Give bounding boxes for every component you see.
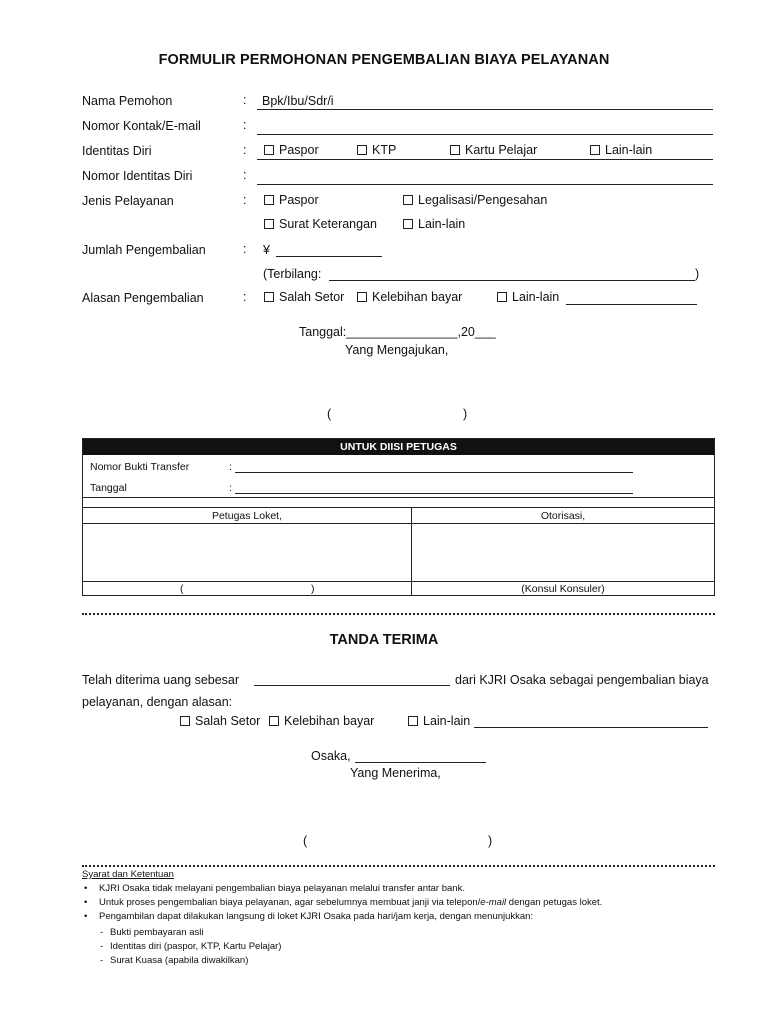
colon: : — [243, 93, 247, 107]
option-label: Salah Setor — [195, 714, 261, 728]
cut-line — [82, 613, 715, 615]
terms-heading: Syarat dan Ketentuan — [82, 869, 174, 880]
petugas-tanggal-label: Tanggal — [90, 482, 127, 494]
dash: - — [100, 927, 104, 938]
checkbox-icon — [264, 195, 274, 205]
checkbox-icon — [269, 716, 279, 726]
divider — [83, 497, 714, 498]
terms-item-3: Pengambilan dapat dilakukan langsung di loket KJRI Osaka pada hari/jam kerja, dengan menunjukkan: — [99, 911, 534, 922]
receipt-title: TANDA TERIMA — [329, 632, 439, 648]
identitas-ktp-checkbox[interactable] — [357, 143, 396, 157]
divider — [83, 507, 714, 508]
loket-sign-close-paren: ) — [311, 583, 315, 595]
osaka-date-field[interactable] — [355, 762, 486, 763]
receipt-lain-field[interactable] — [474, 727, 708, 728]
checkbox-icon — [357, 292, 367, 302]
form-title: FORMULIR PERMOHONAN PENGEMBALIAN BIAYA PELAYANAN — [158, 52, 610, 68]
nama-label: Nama Pemohon — [82, 94, 173, 108]
identitas-label: Identitas Diri — [82, 144, 152, 158]
terbilang-field[interactable] — [329, 280, 695, 281]
alasan-lain-checkbox[interactable] — [497, 290, 559, 304]
alasan-label: Alasan Pengembalian — [82, 291, 204, 305]
konsul-konsuler-label: (Konsul Konsuler) — [521, 583, 605, 595]
terms-separator — [82, 865, 715, 867]
colon: : — [243, 242, 247, 256]
bullet: • — [84, 897, 88, 908]
colon: : — [243, 143, 247, 157]
signature-open-paren: ( — [327, 407, 332, 421]
terms-item-2-text-end: dengan petugas loket. — [506, 897, 603, 908]
identitas-underline — [257, 159, 713, 160]
terms-item-2 — [99, 897, 602, 909]
option-label: Legalisasi/Pengesahan — [418, 193, 548, 207]
otorisasi-sign-area[interactable] — [412, 523, 714, 581]
terbilang-suffix: ) — [695, 267, 700, 281]
bullet: • — [84, 911, 88, 922]
receipt-sign-open-paren: ( — [303, 834, 308, 848]
nomor-identitas-field[interactable] — [257, 184, 713, 185]
identitas-paspor-checkbox[interactable] — [264, 143, 319, 157]
colon: : — [243, 193, 247, 207]
petugas-tanggal-field[interactable] — [235, 493, 633, 494]
identitas-kartu-pelajar-checkbox[interactable] — [450, 143, 537, 157]
terms-sub-1: Bukti pembayaran asli — [110, 927, 204, 938]
terms-item-1: KJRI Osaka tidak melayani pengembalian biaya pelayanan melalui transfer antar bank. — [99, 883, 465, 894]
dash: - — [100, 955, 104, 966]
option-label: Kartu Pelajar — [465, 143, 538, 157]
colon: : — [229, 482, 232, 494]
nomor-identitas-label: Nomor Identitas Diri — [82, 169, 193, 183]
checkbox-icon — [264, 219, 274, 229]
osaka-label: Osaka, — [311, 749, 351, 763]
receipt-kelebihan-checkbox[interactable] — [269, 714, 374, 728]
checkbox-icon — [264, 145, 274, 155]
receipt-text-end: dari KJRI Osaka sebagai pengembalian biaya — [455, 673, 709, 687]
checkbox-icon — [590, 145, 600, 155]
receipt-salah-setor-checkbox[interactable] — [180, 714, 260, 728]
checkbox-icon — [180, 716, 190, 726]
option-label: KTP — [372, 143, 397, 157]
checkbox-icon — [264, 292, 274, 302]
receipt-text-start: Telah diterima uang sebesar — [82, 673, 240, 687]
terms-sub-3: Surat Kuasa (apabila diwakilkan) — [110, 955, 249, 966]
option-label: Lain-lain — [418, 217, 466, 231]
nama-value[interactable]: Bpk/Ibu/Sdr/i — [262, 94, 334, 108]
receipt-lain-checkbox[interactable] — [408, 714, 470, 728]
dash: - — [100, 941, 104, 952]
checkbox-icon — [497, 292, 507, 302]
loket-sign-open-paren: ( — [180, 583, 184, 595]
jumlah-label: Jumlah Pengembalian — [82, 243, 206, 257]
kontak-label: Nomor Kontak/E-mail — [82, 119, 201, 133]
jumlah-field[interactable] — [276, 256, 382, 257]
bukti-transfer-label: Nomor Bukti Transfer — [90, 461, 190, 473]
officer-panel-header: UNTUK DIISI PETUGAS — [83, 439, 714, 455]
mengajukan-label: Yang Mengajukan, — [345, 343, 449, 357]
kontak-field[interactable] — [257, 134, 713, 135]
checkbox-icon — [403, 219, 413, 229]
option-label: Lain-lain — [423, 714, 471, 728]
option-label: Kelebihan bayar — [372, 290, 463, 304]
menerima-label: Yang Menerima, — [350, 766, 441, 780]
option-label: Salah Setor — [279, 290, 345, 304]
checkbox-icon — [450, 145, 460, 155]
jenis-label: Jenis Pelayanan — [82, 194, 174, 208]
terbilang-prefix: (Terbilang: — [263, 267, 322, 281]
jenis-paspor-checkbox[interactable] — [264, 193, 319, 207]
colon: : — [243, 118, 247, 132]
receipt-sign-close-paren: ) — [488, 834, 493, 848]
signature-close-paren: ) — [463, 407, 468, 421]
option-label: Kelebihan bayar — [284, 714, 375, 728]
otorisasi-label: Otorisasi, — [540, 510, 586, 522]
bullet: • — [84, 883, 88, 894]
officer-panel — [82, 438, 715, 596]
option-label: Paspor — [279, 143, 319, 157]
terms-sub-2: Identitas diri (paspor, KTP, Kartu Pelajar) — [110, 941, 282, 952]
petugas-loket-sign-area[interactable] — [83, 523, 411, 581]
terms-item-2-email: e-mail — [480, 897, 507, 908]
alasan-salah-setor-checkbox[interactable] — [264, 290, 344, 304]
option-label: Lain-lain — [605, 143, 653, 157]
yen-sign: ¥ — [263, 243, 270, 257]
option-label: Lain-lain — [512, 290, 560, 304]
colon: : — [229, 461, 232, 473]
nama-underline — [257, 109, 713, 110]
option-label: Surat Keterangan — [279, 217, 377, 231]
terms-item-2-text: Untuk proses pengembalian biaya pelayanan, agar sebelumnya membuat janji via telepon/ — [99, 897, 481, 908]
jenis-surat-keterangan-checkbox[interactable] — [264, 217, 377, 231]
checkbox-icon — [403, 195, 413, 205]
checkbox-icon — [408, 716, 418, 726]
jenis-legalisasi-checkbox[interactable] — [403, 193, 547, 207]
colon: : — [243, 290, 247, 304]
receipt-text-line2: pelayanan, dengan alasan: — [82, 695, 233, 709]
option-label: Paspor — [279, 193, 319, 207]
alasan-lain-field[interactable] — [566, 304, 697, 305]
tanggal-field[interactable]: Tanggal:________________,20___ — [299, 325, 496, 339]
divider — [83, 581, 714, 582]
bukti-transfer-field[interactable] — [235, 472, 633, 473]
checkbox-icon — [357, 145, 367, 155]
identitas-lain-checkbox[interactable] — [590, 143, 652, 157]
colon: : — [243, 168, 247, 182]
petugas-loket-label: Petugas Loket, — [211, 510, 283, 522]
alasan-kelebihan-checkbox[interactable] — [357, 290, 462, 304]
jenis-lain-checkbox[interactable] — [403, 217, 465, 231]
receipt-amount-field[interactable] — [254, 685, 450, 686]
